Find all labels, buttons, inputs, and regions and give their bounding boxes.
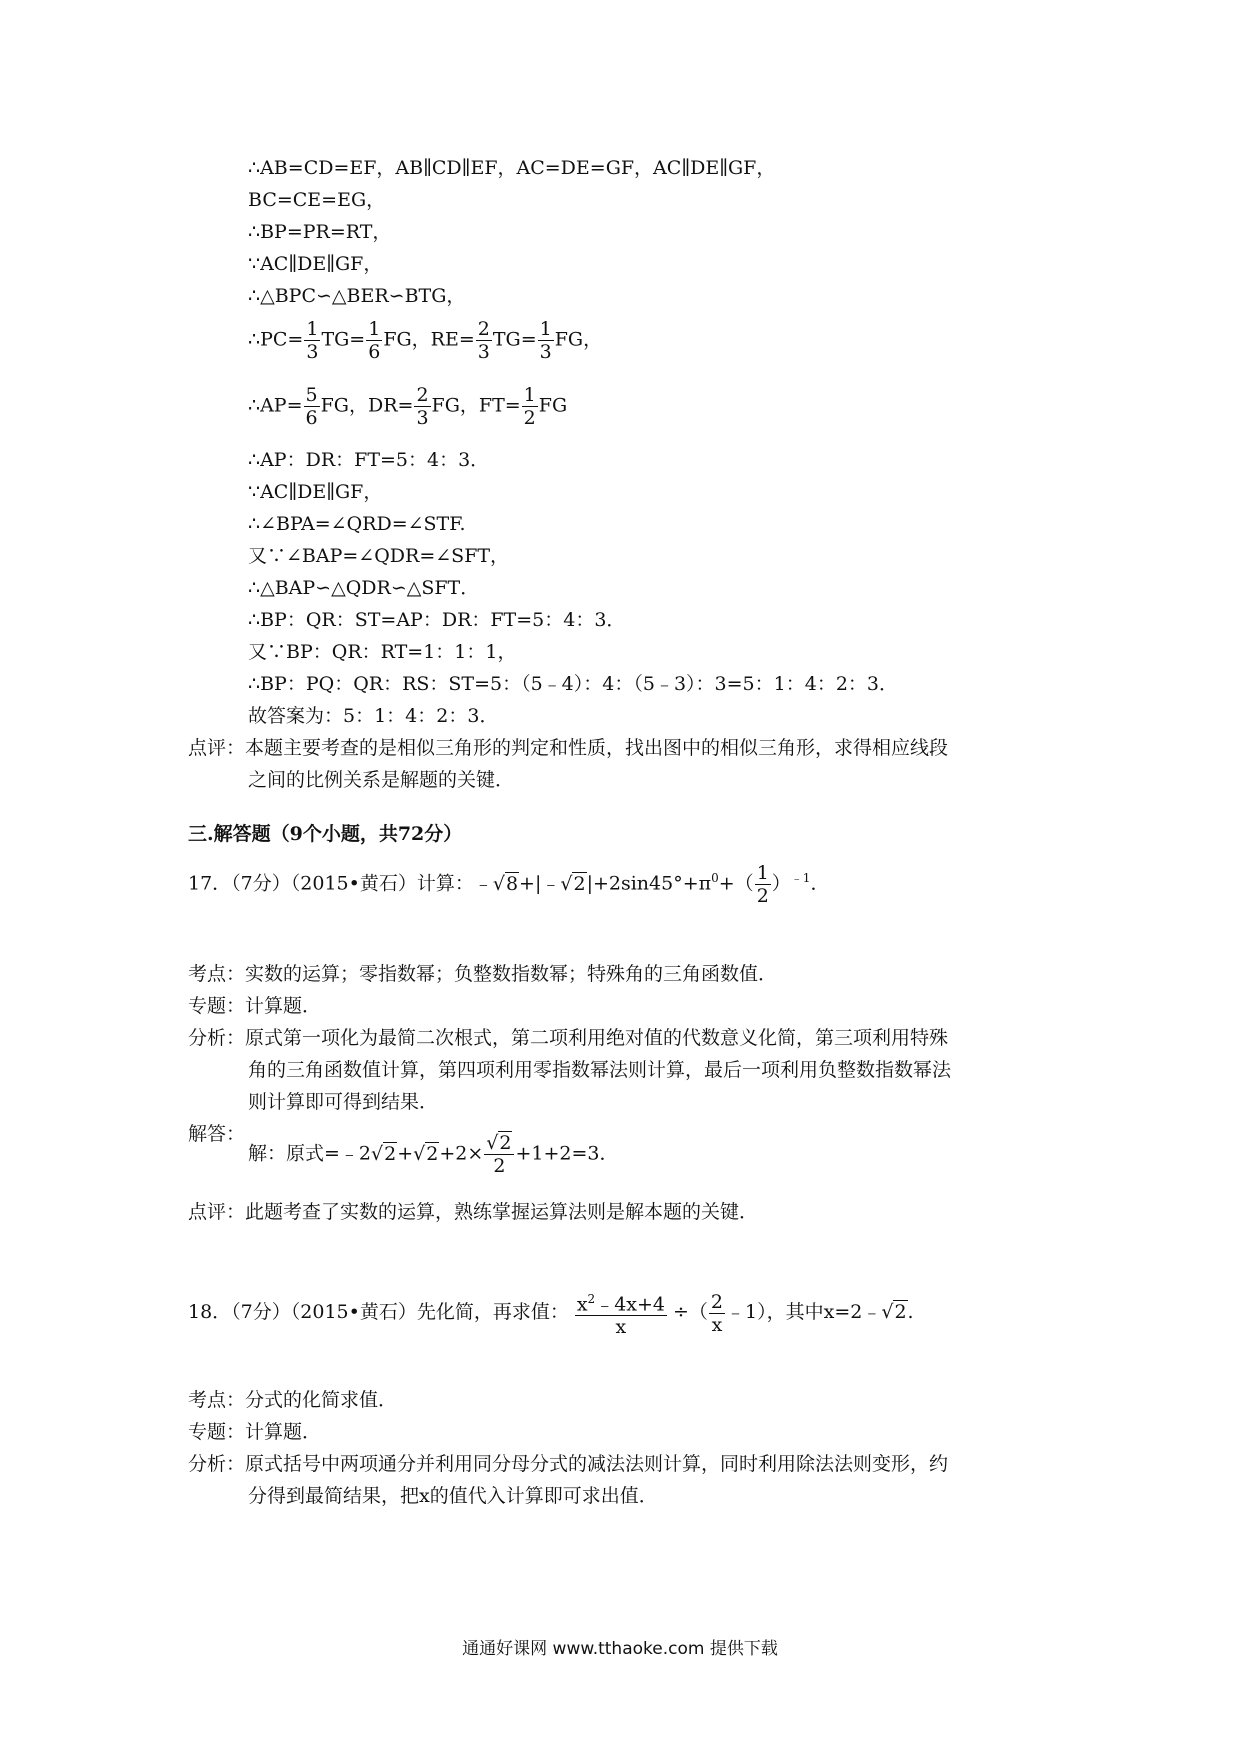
section-title: 三.解答题（9个小题，共72分） — [188, 823, 463, 845]
fraction: $\frac{1}{3}$ — [306, 318, 319, 363]
q18-fenxi-2: 分得到最简结果，把x的值代入计算即可求出值． — [248, 1485, 658, 1507]
fraction: $\frac{1}{2}$ — [523, 384, 536, 429]
fraction: $\frac{x^2﹣4x+4}{x}$ — [575, 1288, 667, 1338]
sqrt: √2 — [560, 872, 586, 895]
fraction: $\frac{√2}{2}$ — [484, 1132, 514, 1177]
fraction: $\frac{2}{3}$ — [477, 318, 490, 363]
line-6-fractions: ∴PC= $\frac{1}{3}$ TG= $\frac{1}{6}$ FG，RE= $\frac{2}{3}$ TG= $\frac{1}{3}$ FG， — [248, 318, 603, 363]
line-13: ∴BP：QR：ST=AP：DR：FT=5：4：3． — [248, 609, 626, 631]
line-3: ∴BP=PR=RT， — [248, 221, 392, 243]
review-16: 点评：本题主要考查的是相似三角形的判定和性质，找出图中的相似三角形，求得相应线段 — [188, 737, 949, 759]
q17-solution: 解：原式=﹣2√2+√2+2× $\frac{√2}{2}$ +1+2=3． — [248, 1132, 619, 1177]
line-1: ∴AB=CD=EF，AB∥CD∥EF，AC=DE=GF，AC∥DE∥GF， — [248, 157, 776, 179]
review-16-cont: 之间的比例关系是解题的关键． — [248, 769, 515, 791]
q17-review: 点评：此题考查了实数的运算，熟练掌握运算法则是解本题的关键． — [188, 1201, 759, 1223]
sqrt: √2 — [881, 1301, 907, 1324]
line-11: 又∵∠BAP=∠QDR=∠SFT， — [248, 545, 510, 567]
line-5: ∴△BPC∽△BER∽BTG， — [248, 285, 466, 307]
q17-zhuanti: 专题：计算题． — [188, 995, 322, 1017]
fraction: $\frac{5}{6}$ — [305, 384, 318, 429]
line-14: 又∵BP：QR：RT=1：1：1， — [248, 641, 517, 663]
q17-fenxi-2: 角的三角函数值计算，第四项利用零指数幂法则计算，最后一项利用负整数指数幂法 — [248, 1059, 952, 1081]
fraction: $\frac{1}{6}$ — [368, 318, 381, 363]
q18-zhuanti: 专题：计算题． — [188, 1421, 322, 1443]
q17-fenxi-3: 则计算即可得到结果． — [248, 1091, 439, 1113]
page-footer: 通通好课网 www.tthaoke.com 提供下载 — [462, 1639, 778, 1659]
q17-statement: 17．（7分）（2015•黄石）计算：$﹣√8+|﹣√2|+2\sin 45^\circ+\pi^0+$（ $\frac{1}{2}$ ）$^{﹣1}$． — [188, 862, 830, 907]
q17-kaodian: 考点：实数的运算；零指数幂；负整数指数幂；特殊角的三角函数值． — [188, 963, 778, 985]
q18-statement: 18．（7分）（2015•黄石）先化简，再求值： $\frac{x^2﹣4x+4}{x}$ ÷（ $\frac{2}{x}$ ﹣1），其中x=2﹣√2. — [188, 1288, 914, 1338]
answer-line: 故答案为：5：1：4：2：3． — [248, 705, 499, 727]
line-7-fractions: ∴AP= $\frac{5}{6}$ FG，DR= $\frac{2}{3}$ FG，FT= $\frac{1}{2}$ FG — [248, 384, 568, 429]
line-9: ∵AC∥DE∥GF， — [248, 481, 383, 503]
fraction: $\frac{1}{3}$ — [539, 318, 552, 363]
q18-fenxi: 分析：原式括号中两项通分并利用同分母分式的减法法则计算，同时利用除法法则变形，约 — [188, 1453, 949, 1475]
fraction: $\frac{2}{x}$ — [710, 1290, 724, 1336]
line-12: ∴△BAP∽△QDR∽△SFT． — [248, 577, 480, 599]
line-15: ∴BP：PQ：QR：RS：ST=5：（5﹣4）：4：（5﹣3）：3=5：1：4：2：3． — [248, 673, 898, 695]
sqrt: √2 — [371, 1142, 397, 1165]
line-4: ∵AC∥DE∥GF， — [248, 253, 383, 275]
line-8: ∴AP：DR：FT=5：4：3． — [248, 449, 490, 471]
sqrt: √2 — [413, 1142, 439, 1165]
q17-jieda-label: 解答： — [188, 1123, 246, 1145]
fraction: $\frac{1}{2}$ — [756, 862, 769, 907]
line-10: ∴∠BPA=∠QRD=∠STF. — [248, 513, 466, 535]
sqrt: √8 — [492, 872, 519, 895]
q18-kaodian: 考点：分式的化简求值． — [188, 1389, 398, 1411]
q17-fenxi: 分析：原式第一项化为最简二次根式，第二项利用绝对值的代数意义化简，第三项利用特殊 — [188, 1027, 949, 1049]
fraction: $\frac{2}{3}$ — [416, 384, 429, 429]
line-2: BC=CE=EG， — [248, 189, 386, 211]
